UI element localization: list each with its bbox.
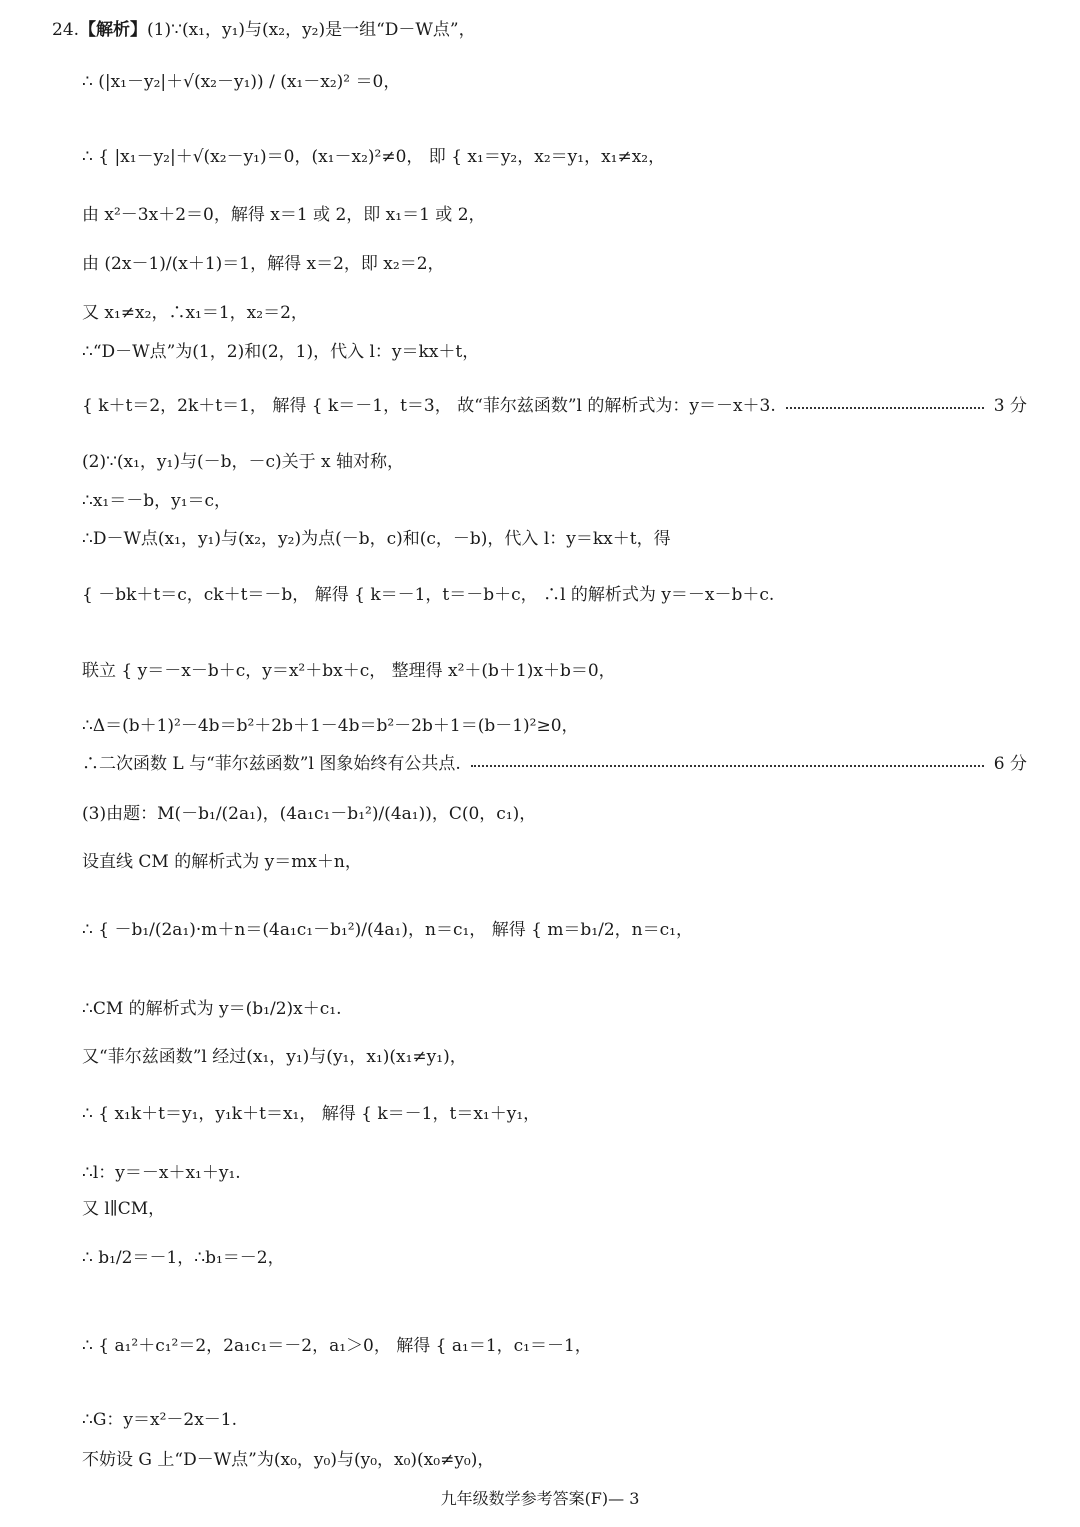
solution-line: ∴“D－W点”为(1，2)和(2，1)，代入 l：y＝kx＋t，: [82, 342, 480, 362]
solution-line: ∴ (|x₁－y₂|＋√(x₂－y₁)) / (x₁－x₂)² ＝0，: [82, 72, 401, 92]
solution-line: (2)∵(x₁，y₁)与(－b，－c)关于 x 轴对称，: [82, 452, 405, 472]
solution-line: ∴x₁＝－b，y₁＝c，: [82, 491, 232, 511]
solution-line: 又“菲尔兹函数”l 经过(x₁，y₁)与(y₁，x₁)(x₁≠y₁)，: [82, 1047, 467, 1067]
solution-line: ∴ { a₁²＋c₁²＝2，2a₁c₁＝－2，a₁＞0， 解得 { a₁＝1，c₁＝－1，: [82, 1336, 592, 1356]
solution-line: ∴ { －b₁/(2a₁)·m＋n＝(4a₁c₁－b₁²)/(4a₁)，n＝c₁， 解得 { m＝b₁/2，n＝c₁，: [82, 920, 693, 940]
solution-line: ∴ { |x₁－y₂|＋√(x₂－y₁)＝0，(x₁－x₂)²≠0， 即 { x₁＝y₂，x₂＝y₁，x₁≠x₂，: [82, 147, 666, 167]
solution-line: 又 x₁≠x₂，∴x₁＝1，x₂＝2，: [82, 303, 308, 323]
solution-line: ∴Δ＝(b＋1)²－4b＝b²＋2b＋1－4b＝b²－2b＋1＝(b－1)²≥0，: [82, 716, 579, 736]
dot-leader: [471, 765, 984, 767]
solution-line: 由 (2x－1)/(x＋1)＝1，解得 x＝2，即 x₂＝2，: [82, 254, 445, 274]
solution-line: ∴D－W点(x₁，y₁)与(x₂，y₂)为点(－b，c)和(c，－b)，代入 l：y＝kx＋t，得: [82, 529, 671, 549]
score-label: 3 分: [993, 396, 1027, 416]
solution-line: 又 l∥CM，: [82, 1199, 166, 1219]
solution-line: 设直线 CM 的解析式为 y＝mx＋n，: [82, 852, 362, 872]
solution-line: 由 x²－3x＋2＝0，解得 x＝1 或 2，即 x₁＝1 或 2，: [82, 205, 486, 225]
solution-line: 24.【解析】(1)∵(x₁，y₁)与(x₂，y₂)是一组“D－W点”，: [52, 20, 476, 40]
solution-line: ∴ { x₁k＋t＝y₁，y₁k＋t＝x₁， 解得 { k＝－1，t＝x₁＋y₁，: [82, 1104, 541, 1124]
solution-line: { －bk＋t＝c，ck＋t＝－b， 解得 { k＝－1，t＝－b＋c， ∴l 的解析式为 y＝－x－b＋c.: [82, 585, 775, 605]
solution-line: 不妨设 G 上“D－W点”为(x₀，y₀)与(y₀，x₀)(x₀≠y₀)，: [82, 1450, 495, 1470]
solution-line: ∴CM 的解析式为 y＝(b₁/2)x＋c₁.: [82, 999, 342, 1019]
page-footer: 九年级数学参考答案(F)— 3: [440, 1489, 640, 1508]
solution-line: ∴l：y＝－x＋x₁＋y₁.: [82, 1163, 241, 1183]
solution-heading: 【解析】: [79, 20, 148, 40]
score-label: 6 分: [993, 754, 1027, 774]
solution-line: (3)由题：M(－b₁/(2a₁)，(4a₁c₁－b₁²)/(4a₁))，C(0，c₁)，: [82, 804, 537, 824]
dot-leader: [786, 407, 984, 409]
solution-line: ∴G：y＝x²－2x－1.: [82, 1410, 238, 1430]
solution-line-with-score: { k＋t＝2，2k＋t＝1， 解得 { k＝－1，t＝3， 故“菲尔兹函数”l 的解析式为：y＝－x＋3. 3 分: [82, 396, 1027, 416]
solution-line: 联立 { y＝－x－b＋c，y＝x²＋bx＋c， 整理得 x²＋(b＋1)x＋b＝0，: [82, 661, 616, 681]
solution-line: ∴ b₁/2＝－1，∴b₁＝－2，: [82, 1248, 285, 1268]
solution-line-with-score: ∴二次函数 L 与“菲尔兹函数”l 图象始终有公共点. 6 分: [82, 754, 1027, 774]
problem-number: 24.: [52, 20, 80, 40]
